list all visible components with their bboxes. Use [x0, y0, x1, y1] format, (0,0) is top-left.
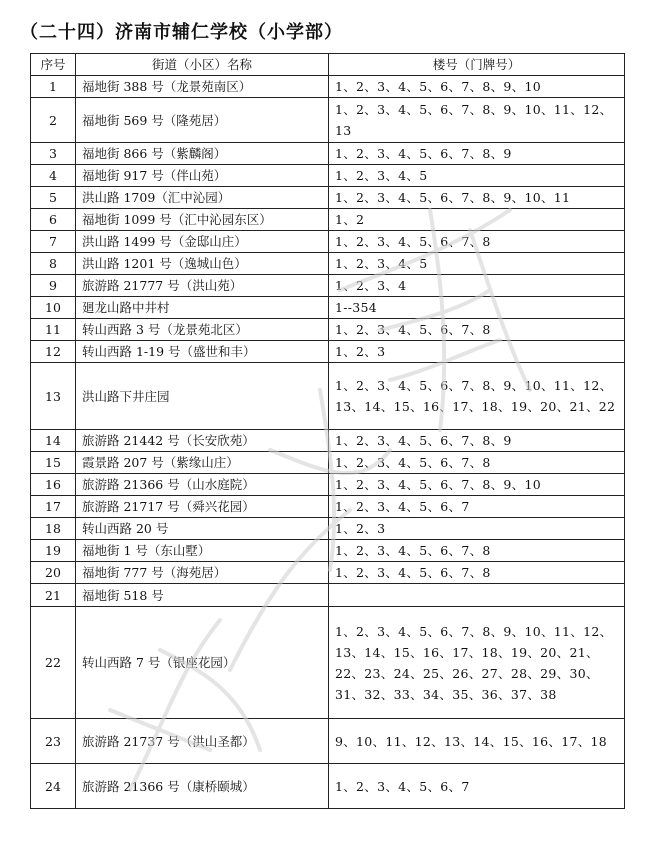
building-numbers: 1、2、3、4、5、6、7、8、9、10、11: [329, 187, 625, 209]
building-numbers: 1、2、3、4、5、6、7、8: [329, 562, 625, 584]
table-row: [31, 253, 625, 275]
table-row: [31, 275, 625, 297]
table-row: [31, 76, 625, 98]
street-name: 洪山路 1201 号（逸城山色）: [76, 253, 329, 275]
street-name: 洪山路 1499 号（金邸山庄）: [76, 231, 329, 253]
building-numbers: 1、2、3、4: [329, 275, 625, 297]
table-row: [31, 452, 625, 474]
row-number: 18: [31, 518, 76, 540]
row-number: 23: [31, 719, 76, 764]
building-numbers: 1、2: [329, 209, 625, 231]
table-row: [31, 341, 625, 363]
table-body: [31, 76, 625, 809]
building-numbers: 1、2、3、4、5、6、7、8、9、10: [329, 474, 625, 496]
table-row: [31, 562, 625, 584]
district-table: [30, 53, 625, 809]
table-row: [31, 518, 625, 540]
row-number: 11: [31, 319, 76, 341]
table-row: [31, 363, 625, 430]
building-numbers: 1、2、3、4、5、6、7、8、9、10、11、12、13: [329, 98, 625, 143]
street-name: 洪山路下井庄园: [76, 363, 329, 430]
table-row: [31, 719, 625, 764]
street-name: 旅游路 21442 号（长安欣苑）: [76, 430, 329, 452]
building-numbers: 1、2、3、4、5: [329, 253, 625, 275]
header-street: 街道（小区）名称: [76, 54, 329, 76]
street-name: 转山西路 20 号: [76, 518, 329, 540]
row-number: 22: [31, 607, 76, 719]
table-row: [31, 297, 625, 319]
building-numbers: 1、2、3、4、5: [329, 165, 625, 187]
table-row: [31, 319, 625, 341]
row-number: 9: [31, 275, 76, 297]
building-numbers: 1、2、3: [329, 518, 625, 540]
street-name: 旅游路 21366 号（康桥颐城）: [76, 764, 329, 809]
header-row: [31, 54, 625, 76]
row-number: 19: [31, 540, 76, 562]
row-number: 12: [31, 341, 76, 363]
building-numbers: 1、2、3、4、5、6、7: [329, 496, 625, 518]
row-number: 15: [31, 452, 76, 474]
street-name: 福地街 917 号（伴山苑）: [76, 165, 329, 187]
building-numbers: 1、2、3、4、5、6、7、8、9: [329, 143, 625, 165]
row-number: 4: [31, 165, 76, 187]
header-number: 序号: [31, 54, 76, 76]
row-number: 5: [31, 187, 76, 209]
street-name: 旅游路 21737 号（洪山圣都）: [76, 719, 329, 764]
building-numbers: 1、2、3、4、5、6、7: [329, 764, 625, 809]
row-number: 6: [31, 209, 76, 231]
table-row: [31, 474, 625, 496]
table-row: [31, 231, 625, 253]
street-name: 福地街 388 号（龙景苑南区）: [76, 76, 329, 98]
row-number: 2: [31, 98, 76, 143]
table-row: [31, 607, 625, 719]
building-numbers: 1、2、3、4、5、6、7、8、9、10、11、12、13、14、15、16、17、18、19、20、21、22、23、24、25、26、27、28、29、30、31、32、33、34、35、36、37、38: [329, 607, 625, 719]
table-row: [31, 98, 625, 143]
street-name: 转山西路 3 号（龙景苑北区）: [76, 319, 329, 341]
street-name: 霞景路 207 号（紫缘山庄）: [76, 452, 329, 474]
row-number: 1: [31, 76, 76, 98]
table-row: [31, 584, 625, 607]
building-numbers: 9、10、11、12、13、14、15、16、17、18: [329, 719, 625, 764]
building-numbers: 1、2、3、4、5、6、7、8: [329, 231, 625, 253]
street-name: 福地街 866 号（紫麟阁）: [76, 143, 329, 165]
row-number: 8: [31, 253, 76, 275]
table-row: [31, 165, 625, 187]
row-number: 24: [31, 764, 76, 809]
street-name: 旅游路 21717 号（舜兴花园）: [76, 496, 329, 518]
street-name: 福地街 777 号（海苑居）: [76, 562, 329, 584]
street-name: 福地街 1 号（东山墅）: [76, 540, 329, 562]
row-number: 13: [31, 363, 76, 430]
row-number: 14: [31, 430, 76, 452]
building-numbers: 1、2、3: [329, 341, 625, 363]
street-name: 福地街 1099 号（汇中沁园东区）: [76, 209, 329, 231]
row-number: 16: [31, 474, 76, 496]
street-name: 福地街 518 号: [76, 584, 329, 607]
table-row: [31, 187, 625, 209]
building-numbers: 1--354: [329, 297, 625, 319]
street-name: 旅游路 21366 号（山水庭院）: [76, 474, 329, 496]
street-name: 转山西路 7 号（银座花园）: [76, 607, 329, 719]
building-numbers: 1、2、3、4、5、6、7、8、9、10、11、12、13、14、15、16、17、18、19、20、21、22: [329, 363, 625, 430]
row-number: 7: [31, 231, 76, 253]
row-number: 10: [31, 297, 76, 319]
table-row: [31, 430, 625, 452]
page-title: （二十四）济南市辅仁学校（小学部）: [20, 22, 343, 43]
building-numbers: 1、2、3、4、5、6、7、8: [329, 540, 625, 562]
row-number: 3: [31, 143, 76, 165]
building-numbers: 1、2、3、4、5、6、7、8、9: [329, 430, 625, 452]
table-row: [31, 496, 625, 518]
street-name: 福地街 569 号（隆苑居）: [76, 98, 329, 143]
building-numbers: 1、2、3、4、5、6、7、8: [329, 319, 625, 341]
table-header: [31, 54, 625, 76]
street-name: 洪山路 1709（汇中沁园）: [76, 187, 329, 209]
row-number: 17: [31, 496, 76, 518]
building-numbers: 1、2、3、4、5、6、7、8: [329, 452, 625, 474]
row-number: 20: [31, 562, 76, 584]
table-row: [31, 143, 625, 165]
table-row: [31, 209, 625, 231]
street-name: 转山西路 1-19 号（盛世和丰）: [76, 341, 329, 363]
row-number: 21: [31, 584, 76, 607]
street-name: 廻龙山路中井村: [76, 297, 329, 319]
header-buildings: 楼号（门牌号）: [329, 54, 625, 76]
building-numbers: [329, 584, 625, 607]
street-name: 旅游路 21777 号（洪山苑）: [76, 275, 329, 297]
table-row: [31, 764, 625, 809]
building-numbers: 1、2、3、4、5、6、7、8、9、10: [329, 76, 625, 98]
table-row: [31, 540, 625, 562]
